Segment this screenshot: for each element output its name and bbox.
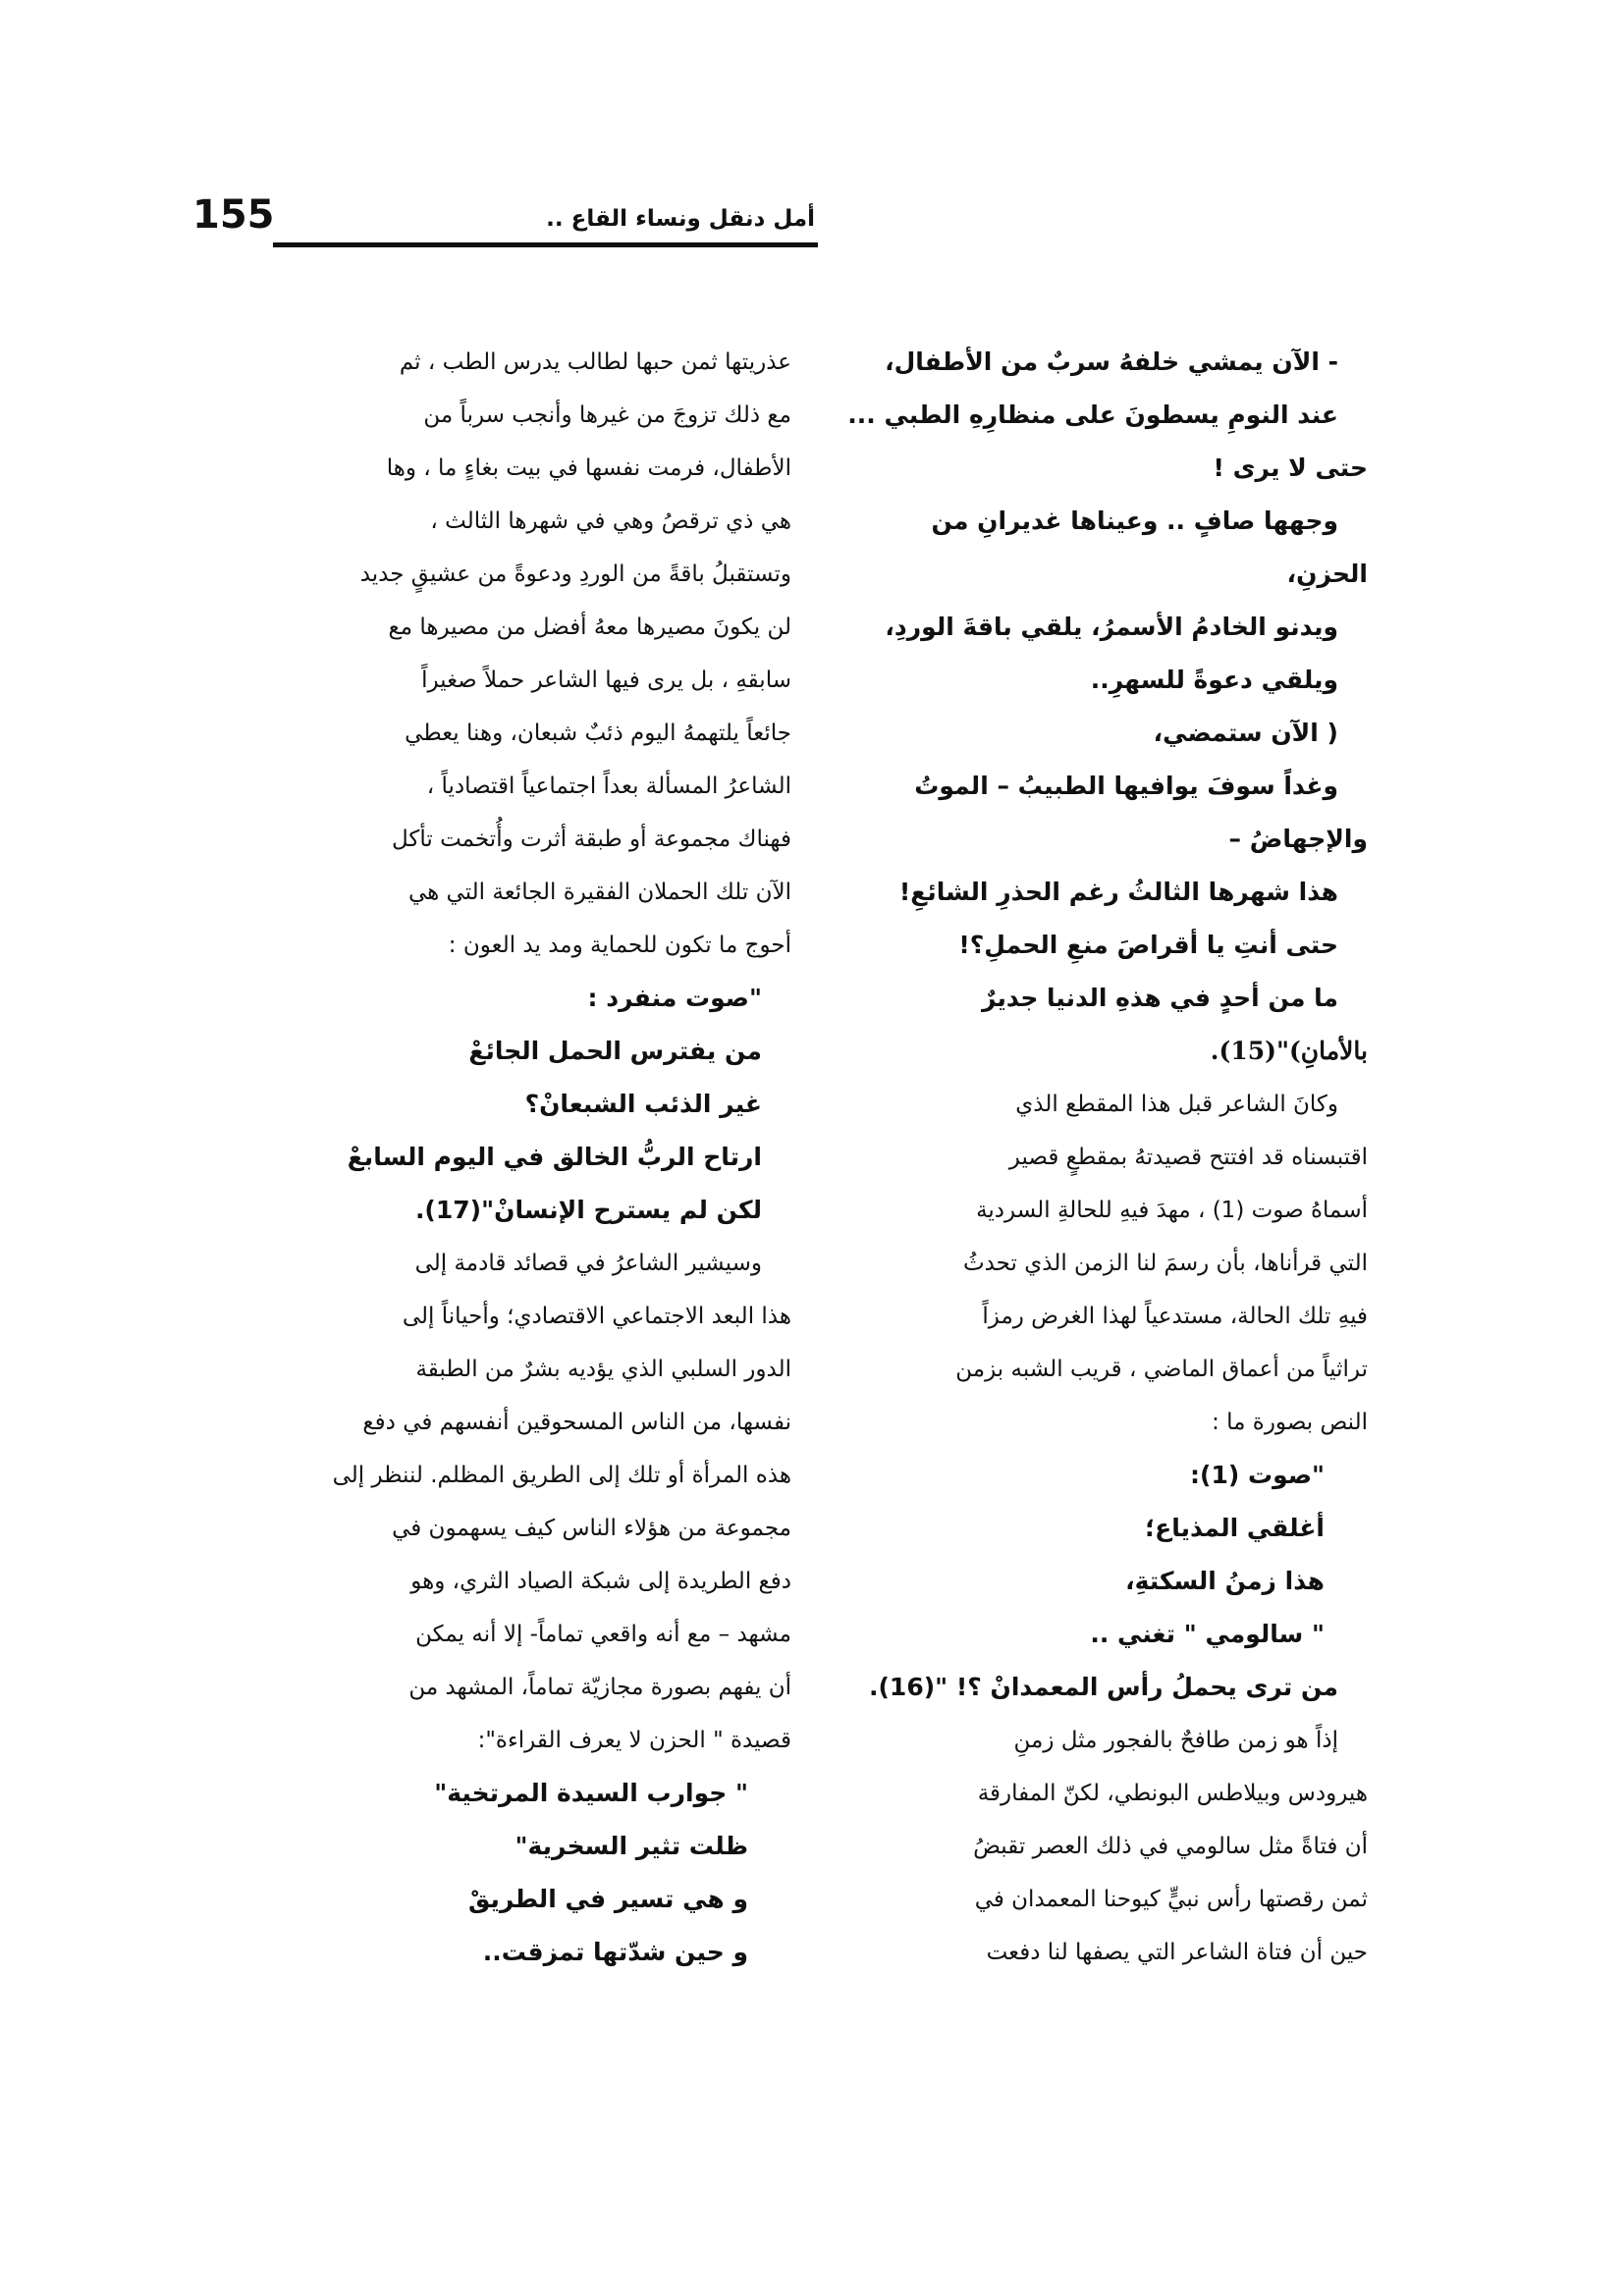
poem-line: " سالومي " تغني .. — [1090, 1620, 1325, 1648]
poem-line: و هي تسير في الطريقْ — [467, 1885, 748, 1913]
paragraph-line: الشاعرُ المسألة بعداً اجتماعياً اقتصادياً ، — [426, 774, 791, 799]
paragraph-line: أن فتاةً مثل سالومي في ذلك العصر تقبضُ — [973, 1834, 1368, 1859]
paragraph-line: الآن تلك الحملان الفقيرة الجائعة التي هي — [407, 880, 791, 905]
paragraph-line: وسيشير الشاعرُ في قصائد قادمة إلى — [414, 1251, 762, 1276]
poem-line: وغداً سوفَ يوافيها الطبيبُ – الموتُ — [914, 772, 1338, 800]
paragraph-line: مجموعة من هؤلاء الناس كيف يسهمون في — [392, 1516, 791, 1541]
paragraph-line: هذه المرأة أو تلك إلى الطريق المظلم. لننظر إلى — [332, 1463, 791, 1488]
poem-line: " جوارب السيدة المرتخية" — [434, 1779, 748, 1807]
poem-line: حتى أنتِ يا أقراصَ منعِ الحملِ؟! — [958, 931, 1338, 959]
poem-line: ويلقي دعوةً للسهرِ.. — [1090, 666, 1338, 694]
paragraph-line: أسماهُ صوت (1) ، مهدَ فيهِ للحالةِ السردية — [976, 1198, 1368, 1223]
poem-line: ظلت تثير السخرية" — [514, 1832, 748, 1860]
poem-line: ما من أحدٍ في هذهِ الدنيا جديرٌ — [981, 984, 1338, 1012]
poem-line-citation: بالأمانِ)"(15). — [1210, 1037, 1368, 1065]
running-title: أمل دنقل ونساء القاع .. — [546, 206, 815, 232]
poem-line: ( الآن ستمضي، — [1153, 719, 1338, 747]
poem-line: ويدنو الخادمُ الأسمرُ، يلقي باقةَ الوردِ، — [885, 613, 1338, 641]
poem-line: أغلقي المذياع؛ — [1145, 1514, 1325, 1542]
paragraph-line: أن يفهم بصورة مجازيّة تماماً، المشهد من — [408, 1675, 791, 1700]
paragraph-line: سابقهِ ، بل يرى فيها الشاعر حملاً صغيراً — [421, 667, 791, 693]
right-column — [842, 336, 1368, 1979]
page-number: 155 — [192, 192, 275, 238]
paragraph-line: لن يكونَ مصيرها معهُ أفضل من مصيرها مع — [388, 614, 791, 640]
poem-line: و حين شدّتها تمزقت.. — [482, 1938, 748, 1966]
poem-line: والإجهاضُ – — [1228, 825, 1368, 853]
poem-line-citation: من ترى يحملُ رأس المعمدانْ ؟! "(16). — [868, 1673, 1338, 1701]
poem-line: هذا زمنُ السكتةِ، — [1125, 1567, 1325, 1595]
poem-line: "صوت (1): — [1190, 1461, 1325, 1489]
header-rule — [273, 242, 818, 247]
poem-line: - الآن يمشي خلفهُ سربٌ من الأطفال، — [885, 347, 1338, 376]
poem-line: الحزنِ، — [1286, 560, 1368, 588]
poem-line: ارتاح الربُّ الخالق في اليوم السابعْ — [347, 1143, 762, 1171]
poem-line: غير الذئب الشبعانْ؟ — [524, 1090, 762, 1118]
paragraph-line: وكانَ الشاعر قبل هذا المقطع الذي — [1015, 1092, 1338, 1117]
paragraph-line: مشهد – مع أنه واقعي تماماً- إلا أنه يمكن — [415, 1622, 791, 1647]
paragraph-line: دفع الطريدة إلى شبكة الصياد الثري، وهو — [410, 1569, 791, 1594]
paragraph-line: قصيدة " الحزن لا يعرف القراءة": — [477, 1728, 791, 1753]
paragraph-line: إذاً هو زمن طافحٌ بالفجور مثل زمنِ — [1013, 1728, 1338, 1753]
paragraph-line: جائعاً يلتهمهُ اليوم ذئبٌ شبعان، وهنا يعطي — [405, 721, 791, 746]
poem-line: "صوت منفرد : — [587, 984, 762, 1012]
paragraph-line: هذا البعد الاجتماعي الاقتصادي؛ وأحياناً إلى — [402, 1304, 791, 1329]
poem-line: وجهها صافٍ .. وعيناها غديرانِ من — [931, 507, 1338, 535]
paragraph-line: فيهِ تلك الحالة، مستدعياً لهذا الغرض رمزاً — [982, 1304, 1368, 1329]
paragraph-line: أحوج ما تكون للحماية ومد يد العون : — [448, 933, 791, 958]
poem-line: هذا شهرها الثالثُ رغم الحذرِ الشائعِ! — [898, 878, 1338, 906]
paragraph-line: هيرودس وبيلاطس البونطي، لكنّ المفارقة — [977, 1781, 1368, 1806]
paragraph-line: اقتبسناه قد افتتح قصيدتهُ بمقطعٍ قصير — [1008, 1145, 1368, 1170]
paragraph-line: نفسها، من الناس المسحوقين أنفسهم في دفع — [362, 1410, 791, 1435]
paragraph-line: فهناك مجموعة أو طبقة أثرت وأُتخمت تأكل — [391, 827, 791, 852]
poem-line: عند النومِ يسطونَ على منظارِهِ الطبي ... — [847, 400, 1338, 429]
poem-line-citation: لكن لم يسترح الإنسانْ"(17). — [414, 1196, 762, 1224]
paragraph-line: وتستقبلُ باقةً من الوردِ ودعوةً من عشيقٍ جديد — [359, 561, 791, 587]
poem-line: حتى لا يرى ! — [1213, 454, 1368, 482]
paragraph-line: حين أن فتاة الشاعر التي يصفها لنا دفعت — [986, 1940, 1368, 1965]
paragraph-line: هي ذي ترقصُ وهي في شهرها الثالث ، — [430, 508, 791, 534]
poem-line: من يفترس الحمل الجائعْ — [468, 1037, 762, 1065]
paragraph-line: تراثياً من أعماق الماضي ، قريب الشبه بزمن — [955, 1357, 1368, 1382]
paragraph-line: عذريتها ثمن حبها لطالب يدرس الطب ، ثم — [399, 349, 791, 375]
paragraph-line: الدور السلبي الذي يؤديه بشرٌ من الطبقة — [415, 1357, 791, 1382]
paragraph-line: النص بصورة ما : — [1212, 1410, 1368, 1435]
paragraph-line: مع ذلك تزوجَ من غيرها وأنجب سرباً من — [423, 402, 791, 428]
paragraph-line: ثمن رقصتها رأس نبيٍّ كيوحنا المعمدان في — [974, 1887, 1368, 1912]
left-column — [253, 336, 791, 1979]
paragraph-line: الأطفال، فرمت نفسها في بيت بغاءٍ ما ، وها — [386, 455, 791, 481]
paragraph-line: التي قرأناها، بأن رسمَ لنا الزمن الذي تحدثُ — [962, 1251, 1368, 1276]
